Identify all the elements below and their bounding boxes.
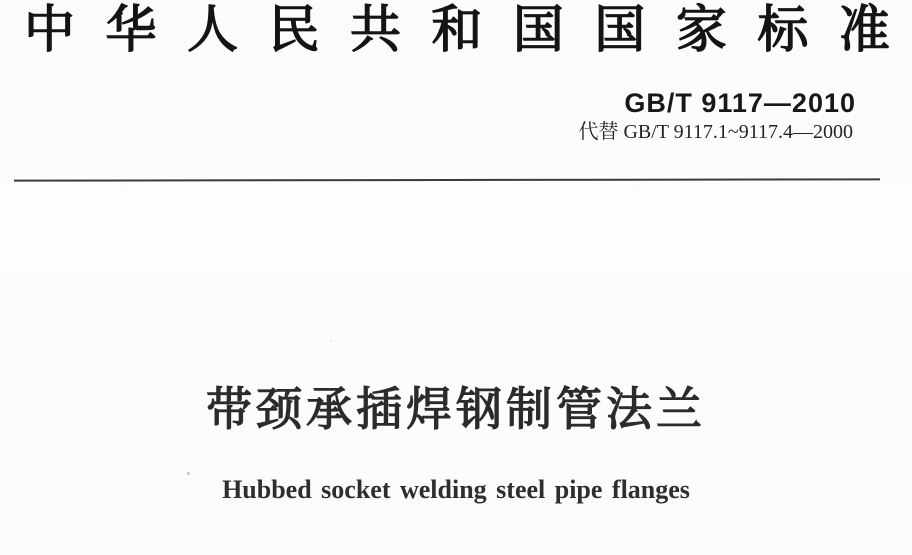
standard-title-chinese: 带颈承插焊钢制管法兰 (206, 383, 706, 435)
national-standard-banner: 中 华 人 民 共 和 国 国 家 标 准 (24, 3, 890, 59)
header-rule-line (14, 178, 880, 181)
scan-speck (187, 472, 190, 475)
standard-title-english: Hubbed socket welding steel pipe flanges (222, 475, 690, 504)
scan-speck (330, 340, 332, 342)
standard-code: GB/T 9117—2010 (624, 88, 856, 118)
standard-code-block (578, 88, 856, 144)
replaced-standards-note: 代替 GB/T 9117.1~9117.4—2000 (578, 121, 853, 143)
